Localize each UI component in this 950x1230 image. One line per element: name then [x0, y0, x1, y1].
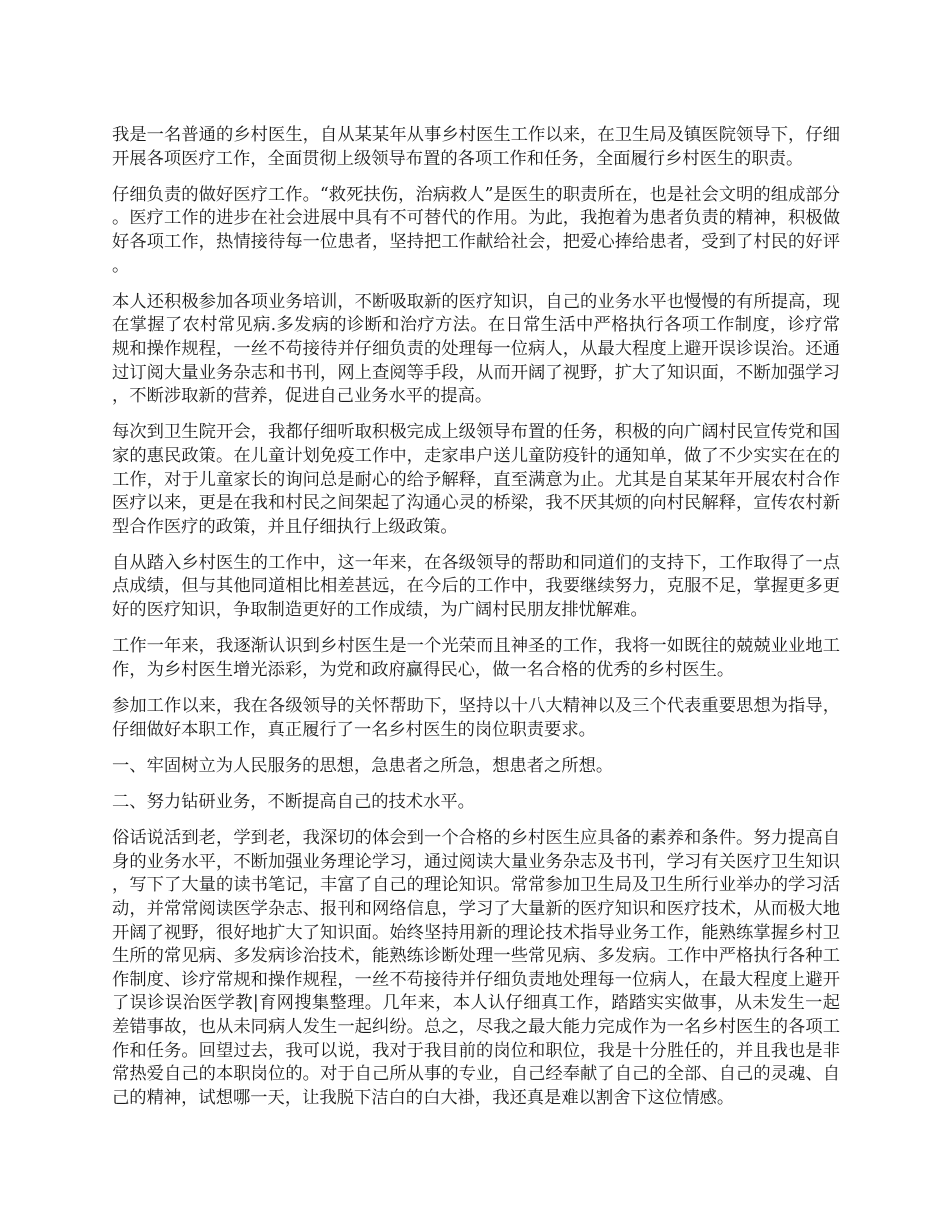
- paragraph-training: 本人还积极参加各项业务培训，不断吸取新的医疗知识，自己的业务水平也慢慢的有所提高，现在掌握了农村常见病.多发病的诊断和治疗方法。在日常生活中严格执行各项工作制度，诊疗常规和操作规程，一丝不苟接待并仔细负责的处理每一位病人，从最大程度上避开误诊误治。还通过订阅大量业务杂志和书刊，网上查阅等手段，从而开阔了视野，扩大了知识面，不断加强学习，不断涉取新的营养，促进自己业务水平的提高。: [112, 291, 840, 407]
- paragraph-medical-work: 仔细负责的做好医疗工作。“救死扶伤，治病救人”是医生的职责所在，也是社会文明的组成部分。医疗工作的进步在社会进展中具有不可替代的作用。为此，我抱着为患者负责的精神，积极做好各项工作，热情接待每一位患者，坚持把工作献给社会，把爱心捧给患者，受到了村民的好评。: [112, 184, 840, 276]
- paragraph-point-two: 二、努力钻研业务，不断提高自己的技术水平。: [112, 792, 475, 812]
- paragraph-intro: 我是一名普通的乡村医生，自从某某年从事乡村医生工作以来，在卫生局及镇医院领导下，仔细开展各项医疗工作，全面贯彻上级领导布置的各项工作和任务，全面履行乡村医生的职责。: [112, 125, 840, 169]
- paragraph-conclusion: 俗话说活到老，学到老，我深切的体会到一个合格的乡村医生应具备的素养和条件。努力提高自身的业务水平，不断加强业务理论学习，通过阅读大量业务杂志及书刊，学习有关医疗卫生知识，写下了大量的读书笔记，丰富了自己的理论知识。常常参加卫生局及卫生所行业举办的学习活动，并常常阅读医学杂志、报刊和网络信息，学习了大量新的医疗知识和医疗技术，从而极大地开阔了视野，很好地扩大了知识面。始终坚持用新的理论技术指导业务工作，能熟练掌握乡村卫生所的常见病、多发病诊治技术，能熟练诊断处理一些常见病、多发病。工作中严格执行各种工作制度、诊疗常规和操作规程，一丝不苟接待并仔细负责地处理每一位病人，在最大程度上避开了误诊误治医学教|育网搜集整理。几年来，本人认仔细真工作，踏踏实实做事，从未发生一起差错事故，也从未同病人发生一起纠纷。总之，尽我之最大能力完成作为一名乡村医生的各项工作和任务。回望过去，我可以说，我对于我目前的岗位和职位，我是十分胜任的，并且我也是非常热爱自己的本职岗位的。对于自己所从事的专业，自己经奉献了自己的全部、自己的灵魂、自己的精神，试想哪一天，让我脱下洁白的白大褂，我还真是难以割舍下这位情感。: [112, 828, 840, 1108]
- document-body: [112, 124, 840, 1123]
- paragraph-point-one: 一、牢固树立为人民服务的思想，急患者之所急，想患者之所想。: [112, 755, 614, 776]
- paragraph-meetings: 每次到卫生院开会，我都仔细听取积极完成上级领导布置的任务，积极的向广阔村民宣传党和国家的惠民政策。在儿童计划免疫工作中，走家串户送儿童防疫针的通知单，做了不少实实在在的工作，对于儿童家长的询问总是耐心的给予解释，直至满意为止。尤其是自某某年开展农村合作医疗以来，更是在我和村民之间架起了沟通心灵的桥梁，我不厌其烦的向村民解释，宣传农村新型合作医疗的政策，并且仔细执行上级政策。: [112, 422, 840, 537]
- paragraph-achievements: 自从踏入乡村医生的工作中，这一年来，在各级领导的帮助和同道们的支持下，工作取得了一点点成绩，但与其他同道相比相差甚远，在今后的工作中，我要继续努力，克服不足，掌握更多更好的医疗知识，争取制造更好的工作成绩，为广阔村民朋友排忧解难。: [112, 552, 840, 621]
- paragraph-year-reflection: 工作一年来，我逐渐认识到乡村医生是一个光荣而且神圣的工作，我将一如既往的兢兢业业地工作，为乡村医生增光添彩，为党和政府赢得民心，做一名合格的优秀的乡村医生。: [112, 636, 840, 680]
- paragraph-since-joining: 参加工作以来，我在各级领导的关怀帮助下，坚持以十八大精神以及三个代表重要思想为指导，仔细做好本职工作，真正履行了一名乡村医生的岗位职责要求。: [112, 696, 840, 740]
